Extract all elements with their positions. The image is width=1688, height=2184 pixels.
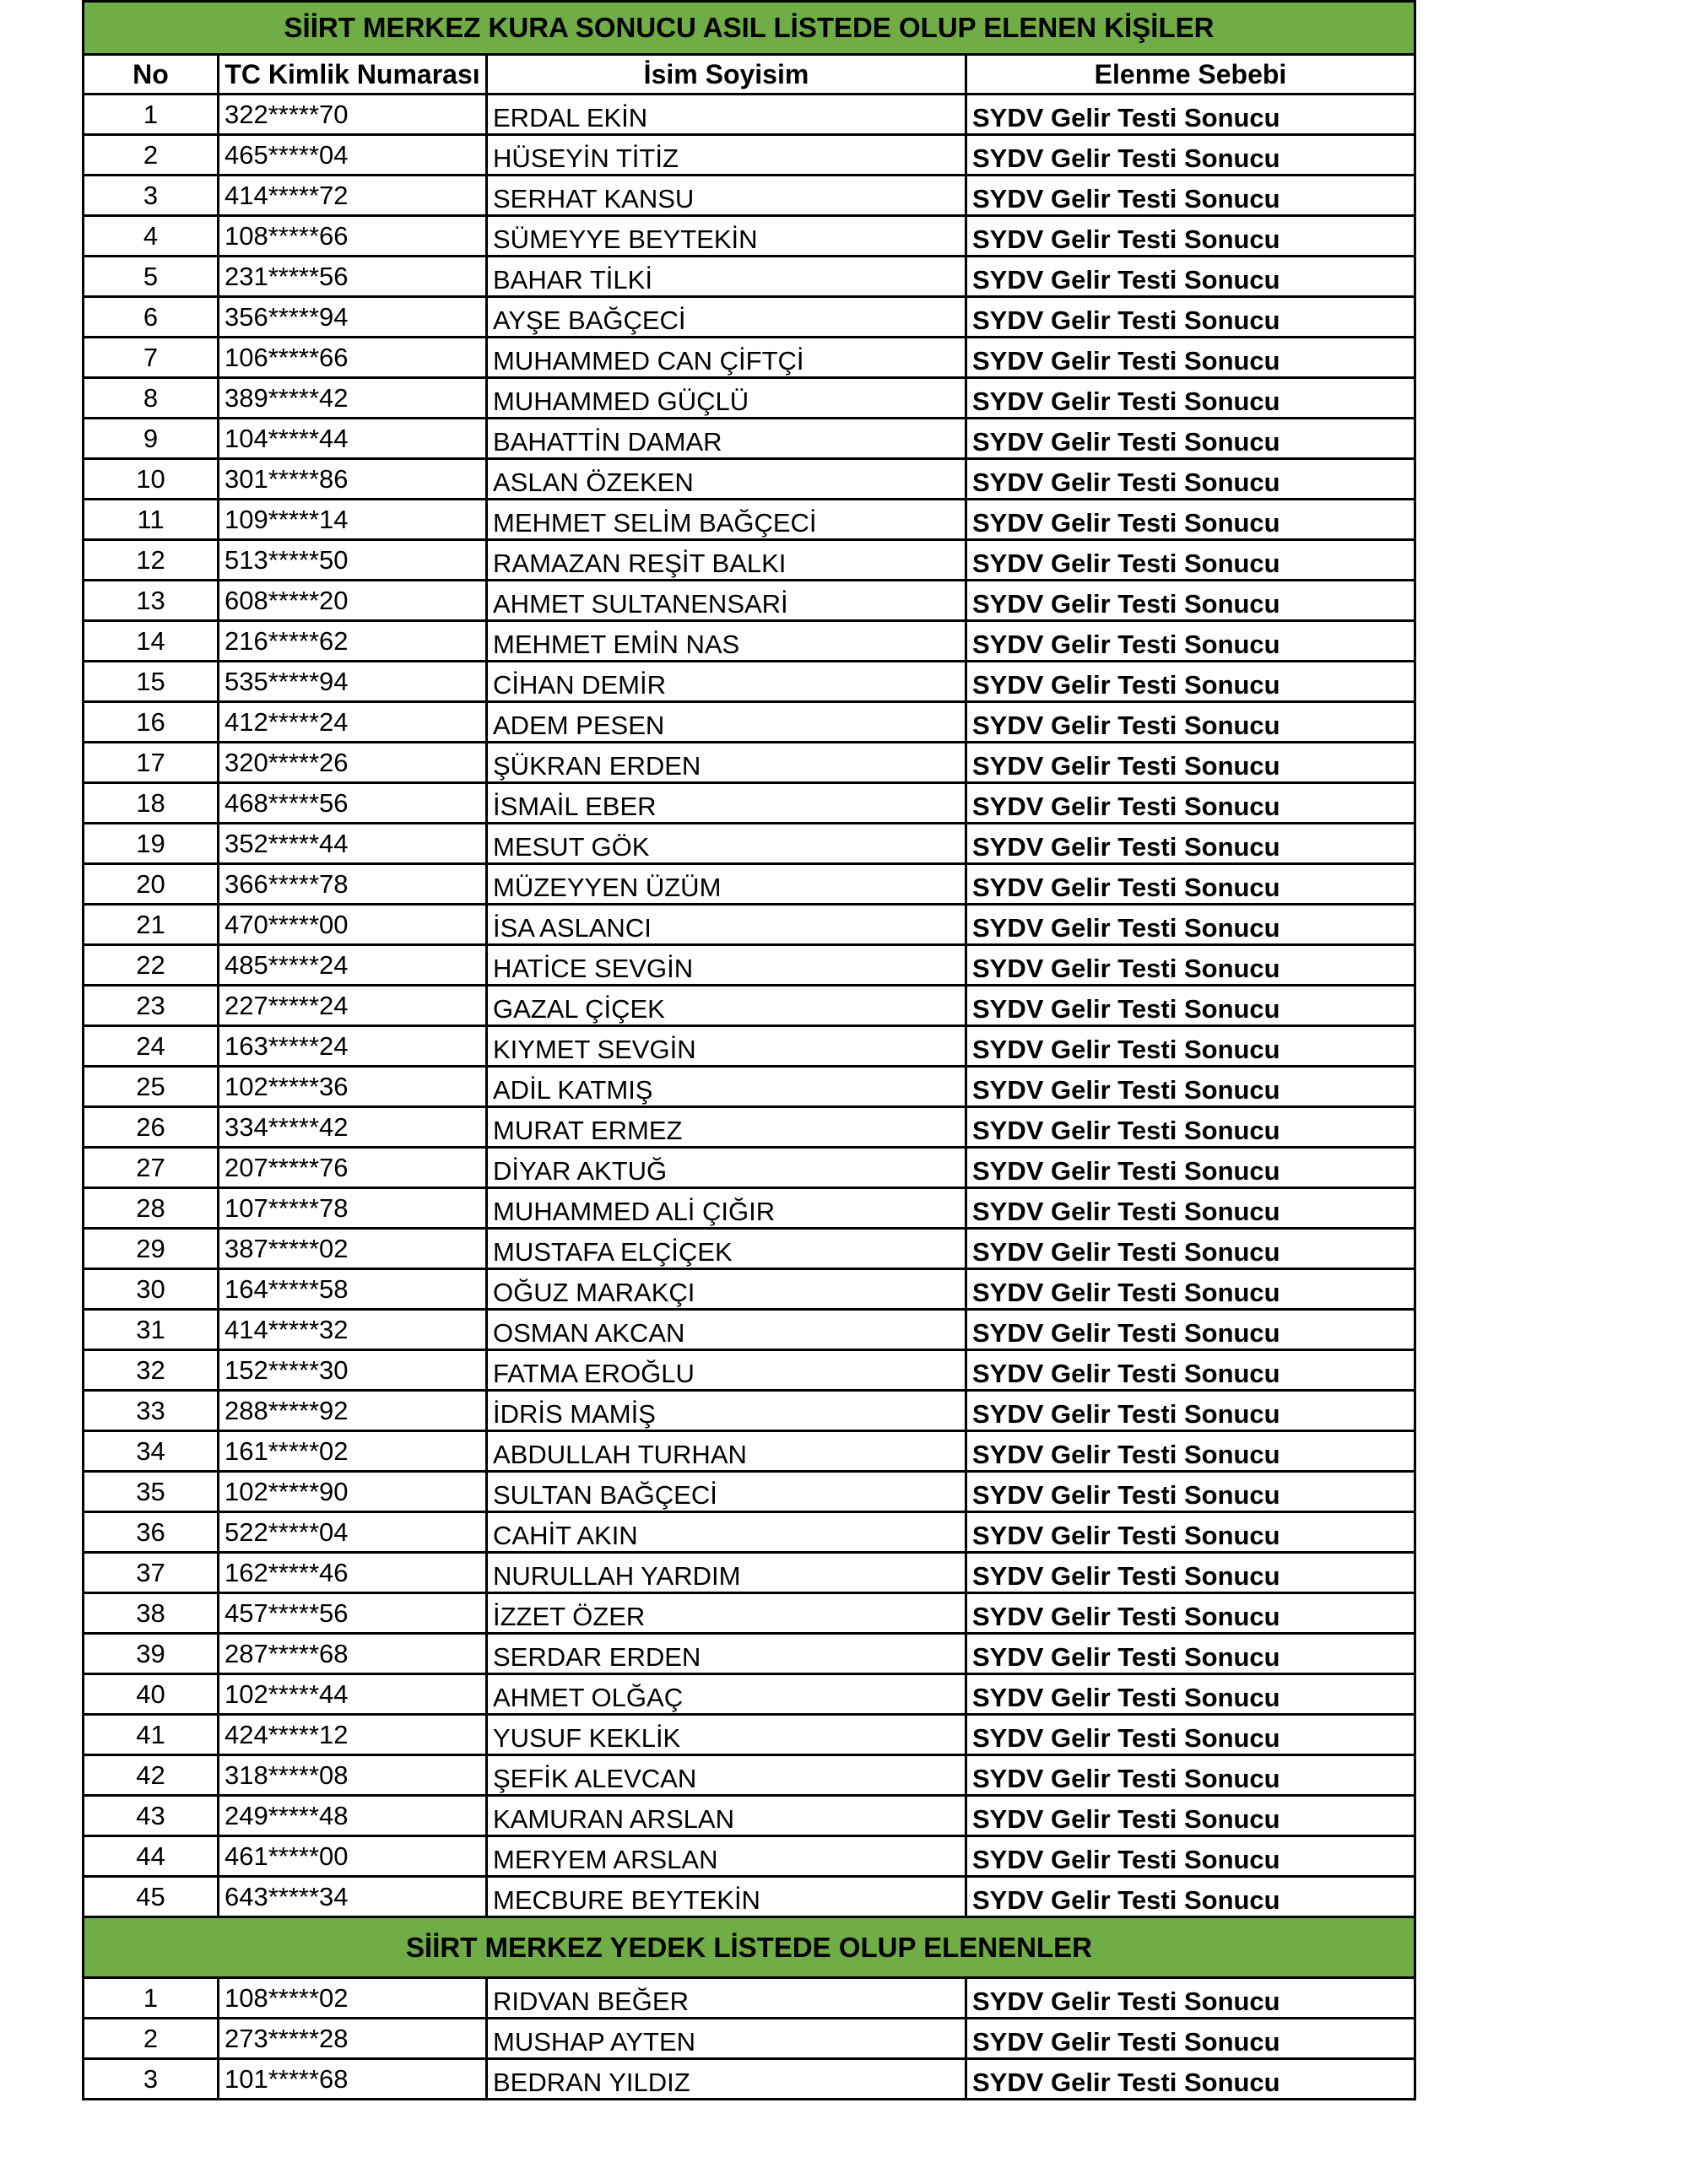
row-number: 5 (84, 257, 219, 297)
table-row (84, 702, 1415, 743)
person-name: MEHMET SELİM BAĞÇECİ (487, 500, 966, 540)
table-row (84, 1067, 1415, 1107)
elimination-reason: SYDV Gelir Testi Sonucu (966, 1877, 1415, 1917)
person-name: MUHAMMED GÜÇLÜ (487, 378, 966, 419)
tc-number: 465*****04 (219, 135, 487, 176)
person-name: ŞEFİK ALEVCAN (487, 1755, 966, 1796)
table-row (84, 1553, 1415, 1593)
person-name: BAHAR TİLKİ (487, 257, 966, 297)
table-row (84, 783, 1415, 824)
table-row (84, 1026, 1415, 1067)
elimination-reason: SYDV Gelir Testi Sonucu (966, 1350, 1415, 1391)
person-name: NURULLAH YARDIM (487, 1553, 966, 1593)
main-title: SİİRT MERKEZ KURA SONUCU ASIL LİSTEDE OLUP ELENEN KİŞİLER (84, 2, 1415, 55)
elimination-reason: SYDV Gelir Testi Sonucu (966, 1067, 1415, 1107)
person-name: OĞUZ MARAKÇI (487, 1269, 966, 1310)
tc-number: 389*****42 (219, 378, 487, 419)
row-number: 43 (84, 1796, 219, 1836)
elimination-reason: SYDV Gelir Testi Sonucu (966, 1715, 1415, 1755)
table-row (84, 257, 1415, 297)
tc-number: 334*****42 (219, 1107, 487, 1148)
table-row (84, 945, 1415, 986)
tc-number: 287*****68 (219, 1634, 487, 1674)
elimination-reason: SYDV Gelir Testi Sonucu (966, 945, 1415, 986)
elimination-reason: SYDV Gelir Testi Sonucu (966, 986, 1415, 1026)
row-number: 2 (84, 2019, 219, 2059)
tc-number: 109*****14 (219, 500, 487, 540)
table-row (84, 581, 1415, 621)
table-row (84, 176, 1415, 216)
table-row (84, 1674, 1415, 1715)
person-name: MURAT ERMEZ (487, 1107, 966, 1148)
person-name: İZZET ÖZER (487, 1593, 966, 1634)
person-name: İSMAİL EBER (487, 783, 966, 824)
tc-number: 424*****12 (219, 1715, 487, 1755)
tc-number: 412*****24 (219, 702, 487, 743)
tc-number: 104*****44 (219, 419, 487, 459)
person-name: DİYAR AKTUĞ (487, 1148, 966, 1188)
person-name: ERDAL EKİN (487, 95, 966, 135)
tc-number: 301*****86 (219, 459, 487, 500)
row-number: 8 (84, 378, 219, 419)
table-row (84, 1512, 1415, 1553)
elimination-reason: SYDV Gelir Testi Sonucu (966, 1431, 1415, 1472)
tc-number: 288*****92 (219, 1391, 487, 1431)
elimination-reason: SYDV Gelir Testi Sonucu (966, 338, 1415, 378)
row-number: 13 (84, 581, 219, 621)
tc-number: 108*****02 (219, 1978, 487, 2019)
person-name: BEDRAN YILDIZ (487, 2059, 966, 2100)
table-row (84, 1350, 1415, 1391)
row-number: 24 (84, 1026, 219, 1067)
row-number: 41 (84, 1715, 219, 1755)
row-number: 34 (84, 1431, 219, 1472)
table-row (84, 338, 1415, 378)
person-name: BAHATTİN DAMAR (487, 419, 966, 459)
elimination-reason: SYDV Gelir Testi Sonucu (966, 2019, 1415, 2059)
person-name: YUSUF KEKLİK (487, 1715, 966, 1755)
elimination-reason: SYDV Gelir Testi Sonucu (966, 135, 1415, 176)
table-row (84, 1836, 1415, 1877)
elimination-reason: SYDV Gelir Testi Sonucu (966, 1634, 1415, 1674)
person-name: RAMAZAN REŞİT BALKI (487, 540, 966, 581)
tc-number: 273*****28 (219, 2019, 487, 2059)
row-number: 7 (84, 338, 219, 378)
person-name: FATMA EROĞLU (487, 1350, 966, 1391)
person-name: ADEM PESEN (487, 702, 966, 743)
table-row (84, 662, 1415, 702)
elimination-reason: SYDV Gelir Testi Sonucu (966, 824, 1415, 864)
tc-number: 106*****66 (219, 338, 487, 378)
tc-number: 216*****62 (219, 621, 487, 662)
elimination-reason: SYDV Gelir Testi Sonucu (966, 1269, 1415, 1310)
row-number: 14 (84, 621, 219, 662)
tc-number: 318*****08 (219, 1755, 487, 1796)
reserve-title: SİİRT MERKEZ YEDEK LİSTEDE OLUP ELENENLER (84, 1917, 1415, 1978)
elimination-reason: SYDV Gelir Testi Sonucu (966, 95, 1415, 135)
person-name: GAZAL ÇİÇEK (487, 986, 966, 1026)
table-row (84, 1148, 1415, 1188)
row-number: 29 (84, 1229, 219, 1269)
tc-number: 231*****56 (219, 257, 487, 297)
elimination-reason: SYDV Gelir Testi Sonucu (966, 1026, 1415, 1067)
elimination-reason: SYDV Gelir Testi Sonucu (966, 216, 1415, 257)
elimination-reason: SYDV Gelir Testi Sonucu (966, 378, 1415, 419)
table-row (84, 1188, 1415, 1229)
person-name: AHMET OLĞAÇ (487, 1674, 966, 1715)
elimination-reason: SYDV Gelir Testi Sonucu (966, 783, 1415, 824)
person-name: OSMAN AKCAN (487, 1310, 966, 1350)
person-name: MERYEM ARSLAN (487, 1836, 966, 1877)
row-number: 1 (84, 1978, 219, 2019)
elimination-reason: SYDV Gelir Testi Sonucu (966, 1796, 1415, 1836)
table-row (84, 1796, 1415, 1836)
person-name: KIYMET SEVGİN (487, 1026, 966, 1067)
table-row (84, 2019, 1415, 2059)
row-number: 28 (84, 1188, 219, 1229)
tc-number: 366*****78 (219, 864, 487, 905)
table-row (84, 459, 1415, 500)
tc-number: 102*****44 (219, 1674, 487, 1715)
elimination-reason: SYDV Gelir Testi Sonucu (966, 459, 1415, 500)
elimination-reason: SYDV Gelir Testi Sonucu (966, 743, 1415, 783)
tc-number: 457*****56 (219, 1593, 487, 1634)
elimination-reason: SYDV Gelir Testi Sonucu (966, 419, 1415, 459)
table-row (84, 378, 1415, 419)
elimination-reason: SYDV Gelir Testi Sonucu (966, 1593, 1415, 1634)
row-number: 30 (84, 1269, 219, 1310)
elimination-reason: SYDV Gelir Testi Sonucu (966, 1836, 1415, 1877)
row-number: 27 (84, 1148, 219, 1188)
elimination-reason: SYDV Gelir Testi Sonucu (966, 581, 1415, 621)
person-name: İDRİS MAMİŞ (487, 1391, 966, 1431)
elimination-reason: SYDV Gelir Testi Sonucu (966, 1755, 1415, 1796)
tc-number: 207*****76 (219, 1148, 487, 1188)
elimination-reason: SYDV Gelir Testi Sonucu (966, 1188, 1415, 1229)
row-number: 3 (84, 2059, 219, 2100)
row-number: 2 (84, 135, 219, 176)
elimination-reason: SYDV Gelir Testi Sonucu (966, 1148, 1415, 1188)
tc-number: 608*****20 (219, 581, 487, 621)
tc-number: 414*****32 (219, 1310, 487, 1350)
table-row (84, 135, 1415, 176)
tc-number: 322*****70 (219, 95, 487, 135)
header-reason: Elenme Sebebi (966, 55, 1415, 95)
elimination-reason: SYDV Gelir Testi Sonucu (966, 905, 1415, 945)
person-name: ASLAN ÖZEKEN (487, 459, 966, 500)
tc-number: 227*****24 (219, 986, 487, 1026)
table-row (84, 905, 1415, 945)
tc-number: 356*****94 (219, 297, 487, 338)
table-row (84, 1269, 1415, 1310)
elimination-reason: SYDV Gelir Testi Sonucu (966, 2059, 1415, 2100)
person-name: RIDVAN BEĞER (487, 1978, 966, 2019)
elimination-reason: SYDV Gelir Testi Sonucu (966, 500, 1415, 540)
row-number: 37 (84, 1553, 219, 1593)
row-number: 38 (84, 1593, 219, 1634)
tc-number: 320*****26 (219, 743, 487, 783)
person-name: MUHAMMED ALİ ÇIĞIR (487, 1188, 966, 1229)
row-number: 3 (84, 176, 219, 216)
row-number: 17 (84, 743, 219, 783)
person-name: AYŞE BAĞÇECİ (487, 297, 966, 338)
table-row (84, 419, 1415, 459)
table-row (84, 864, 1415, 905)
table-row (84, 1391, 1415, 1431)
table-row (84, 1877, 1415, 1917)
table-row (84, 1715, 1415, 1755)
row-number: 26 (84, 1107, 219, 1148)
row-number: 21 (84, 905, 219, 945)
elimination-reason: SYDV Gelir Testi Sonucu (966, 1107, 1415, 1148)
table-row (84, 1472, 1415, 1512)
row-number: 23 (84, 986, 219, 1026)
tc-number: 513*****50 (219, 540, 487, 581)
person-name: HATİCE SEVGİN (487, 945, 966, 986)
header-tc: TC Kimlik Numarası (219, 55, 487, 95)
person-name: ADİL KATMIŞ (487, 1067, 966, 1107)
row-number: 15 (84, 662, 219, 702)
tc-number: 643*****34 (219, 1877, 487, 1917)
tc-number: 108*****66 (219, 216, 487, 257)
tc-number: 101*****68 (219, 2059, 487, 2100)
elimination-reason: SYDV Gelir Testi Sonucu (966, 257, 1415, 297)
row-number: 45 (84, 1877, 219, 1917)
table-row (84, 297, 1415, 338)
tc-number: 249*****48 (219, 1796, 487, 1836)
row-number: 44 (84, 1836, 219, 1877)
main-title-row (84, 2, 1415, 55)
elimination-reason: SYDV Gelir Testi Sonucu (966, 1310, 1415, 1350)
elimination-reason: SYDV Gelir Testi Sonucu (966, 702, 1415, 743)
table-row (84, 1107, 1415, 1148)
row-number: 19 (84, 824, 219, 864)
elimination-reason: SYDV Gelir Testi Sonucu (966, 1674, 1415, 1715)
person-name: MUSHAP AYTEN (487, 2019, 966, 2059)
person-name: HÜSEYİN TİTİZ (487, 135, 966, 176)
reserve-title-row (84, 1917, 1415, 1978)
table-row (84, 2059, 1415, 2100)
person-name: İSA ASLANCI (487, 905, 966, 945)
row-number: 36 (84, 1512, 219, 1553)
table-row (84, 1634, 1415, 1674)
person-name: MUSTAFA ELÇİÇEK (487, 1229, 966, 1269)
person-name: ŞÜKRAN ERDEN (487, 743, 966, 783)
row-number: 31 (84, 1310, 219, 1350)
row-number: 42 (84, 1755, 219, 1796)
elimination-reason: SYDV Gelir Testi Sonucu (966, 662, 1415, 702)
tc-number: 161*****02 (219, 1431, 487, 1472)
row-number: 10 (84, 459, 219, 500)
row-number: 20 (84, 864, 219, 905)
elimination-reason: SYDV Gelir Testi Sonucu (966, 1512, 1415, 1553)
table-row (84, 216, 1415, 257)
tc-number: 163*****24 (219, 1026, 487, 1067)
header-no: No (84, 55, 219, 95)
row-number: 32 (84, 1350, 219, 1391)
results-table (82, 0, 1416, 2100)
table-row (84, 1431, 1415, 1472)
tc-number: 468*****56 (219, 783, 487, 824)
row-number: 11 (84, 500, 219, 540)
elimination-reason: SYDV Gelir Testi Sonucu (966, 1553, 1415, 1593)
tc-number: 102*****36 (219, 1067, 487, 1107)
person-name: ABDULLAH TURHAN (487, 1431, 966, 1472)
person-name: SERDAR ERDEN (487, 1634, 966, 1674)
elimination-reason: SYDV Gelir Testi Sonucu (966, 540, 1415, 581)
tc-number: 152*****30 (219, 1350, 487, 1391)
results-table-body (84, 2, 1415, 2100)
tc-number: 107*****78 (219, 1188, 487, 1229)
elimination-reason: SYDV Gelir Testi Sonucu (966, 1978, 1415, 2019)
tc-number: 352*****44 (219, 824, 487, 864)
tc-number: 387*****02 (219, 1229, 487, 1269)
tc-number: 470*****00 (219, 905, 487, 945)
person-name: MÜZEYYEN ÜZÜM (487, 864, 966, 905)
row-number: 39 (84, 1634, 219, 1674)
person-name: MEHMET EMİN NAS (487, 621, 966, 662)
tc-number: 461*****00 (219, 1836, 487, 1877)
person-name: CİHAN DEMİR (487, 662, 966, 702)
tc-number: 535*****94 (219, 662, 487, 702)
row-number: 40 (84, 1674, 219, 1715)
row-number: 33 (84, 1391, 219, 1431)
table-row (84, 1310, 1415, 1350)
elimination-reason: SYDV Gelir Testi Sonucu (966, 1472, 1415, 1512)
table-row (84, 540, 1415, 581)
table-row (84, 500, 1415, 540)
elimination-reason: SYDV Gelir Testi Sonucu (966, 297, 1415, 338)
tc-number: 485*****24 (219, 945, 487, 986)
table-row (84, 743, 1415, 783)
person-name: SERHAT KANSU (487, 176, 966, 216)
person-name: MECBURE BEYTEKİN (487, 1877, 966, 1917)
row-number: 1 (84, 95, 219, 135)
tc-number: 414*****72 (219, 176, 487, 216)
elimination-reason: SYDV Gelir Testi Sonucu (966, 621, 1415, 662)
table-row (84, 621, 1415, 662)
table-row (84, 824, 1415, 864)
elimination-reason: SYDV Gelir Testi Sonucu (966, 1229, 1415, 1269)
row-number: 6 (84, 297, 219, 338)
row-number: 16 (84, 702, 219, 743)
tc-number: 162*****46 (219, 1553, 487, 1593)
row-number: 35 (84, 1472, 219, 1512)
person-name: KAMURAN ARSLAN (487, 1796, 966, 1836)
table-row (84, 986, 1415, 1026)
person-name: MUHAMMED CAN ÇİFTÇİ (487, 338, 966, 378)
person-name: SÜMEYYE BEYTEKİN (487, 216, 966, 257)
elimination-reason: SYDV Gelir Testi Sonucu (966, 864, 1415, 905)
elimination-reason: SYDV Gelir Testi Sonucu (966, 1391, 1415, 1431)
person-name: AHMET SULTANENSARİ (487, 581, 966, 621)
tc-number: 522*****04 (219, 1512, 487, 1553)
column-header-row (84, 55, 1415, 95)
table-row (84, 1593, 1415, 1634)
table-row (84, 1978, 1415, 2019)
person-name: MESUT GÖK (487, 824, 966, 864)
tc-number: 102*****90 (219, 1472, 487, 1512)
row-number: 18 (84, 783, 219, 824)
tc-number: 164*****58 (219, 1269, 487, 1310)
elimination-reason: SYDV Gelir Testi Sonucu (966, 176, 1415, 216)
row-number: 25 (84, 1067, 219, 1107)
person-name: CAHİT AKIN (487, 1512, 966, 1553)
results-sheet (82, 0, 1414, 2100)
row-number: 12 (84, 540, 219, 581)
header-name: İsim Soyisim (487, 55, 966, 95)
row-number: 9 (84, 419, 219, 459)
row-number: 4 (84, 216, 219, 257)
table-row (84, 1229, 1415, 1269)
person-name: SULTAN BAĞÇECİ (487, 1472, 966, 1512)
row-number: 22 (84, 945, 219, 986)
table-row (84, 95, 1415, 135)
table-row (84, 1755, 1415, 1796)
